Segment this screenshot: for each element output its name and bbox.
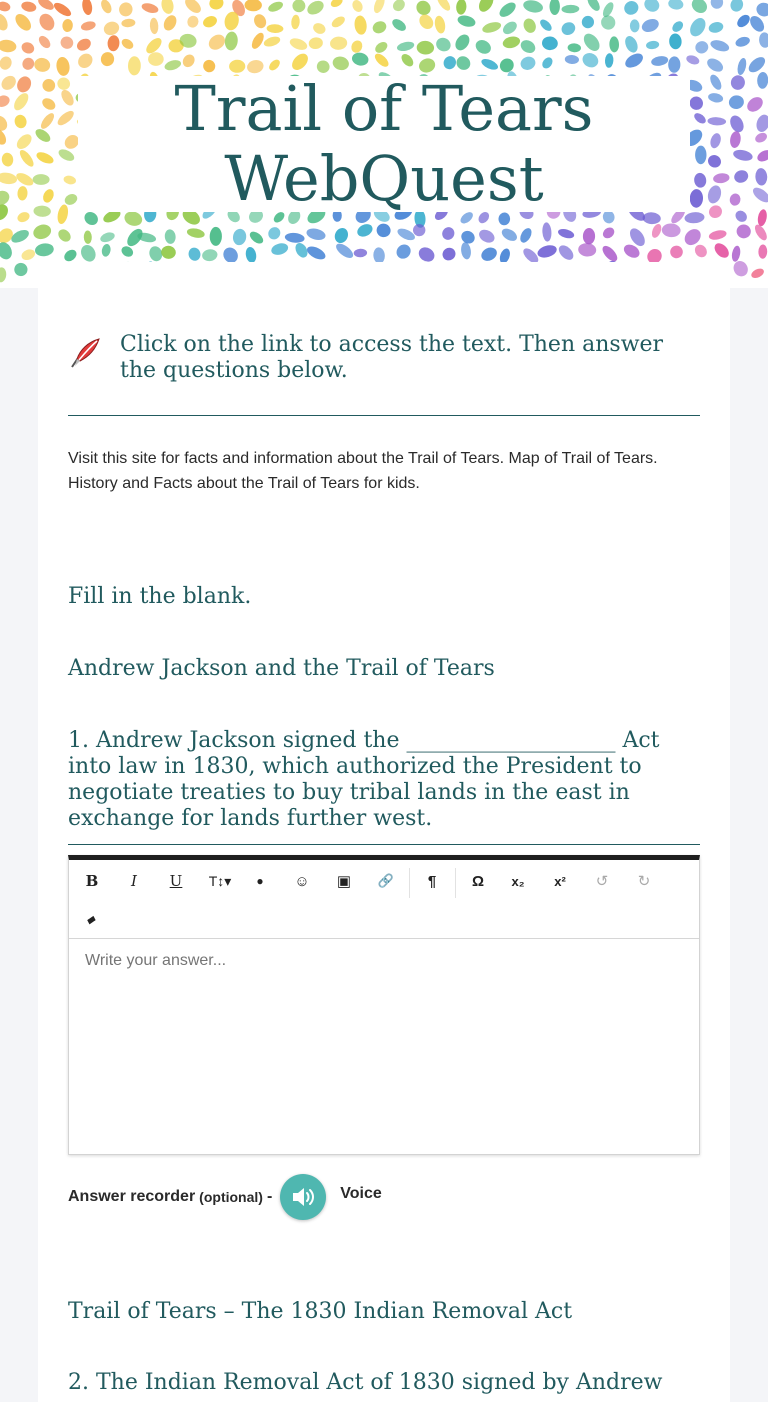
watercolor-dot — [476, 0, 496, 14]
watercolor-dot — [735, 223, 752, 240]
watercolor-dot — [0, 267, 7, 283]
watercolor-dot — [34, 242, 54, 257]
watercolor-dot — [733, 208, 749, 224]
watercolor-dot — [75, 51, 95, 71]
watercolor-dot — [705, 56, 726, 75]
watercolor-dot — [0, 93, 11, 109]
watercolor-dot — [75, 36, 93, 53]
watercolor-dot — [728, 94, 745, 110]
watercolor-dot — [20, 0, 37, 13]
watercolor-dot — [440, 225, 456, 242]
watercolor-dot — [232, 228, 247, 246]
watercolor-dot — [141, 1, 160, 14]
watercolor-dot — [394, 242, 414, 262]
watercolor-dot — [645, 40, 659, 50]
watercolor-dot — [518, 38, 537, 56]
watercolor-dot — [747, 13, 767, 34]
watercolor-dot — [12, 11, 34, 33]
watercolor-dot — [708, 21, 725, 35]
watercolor-dot — [521, 17, 537, 35]
watercolor-dot — [473, 37, 493, 56]
watercolor-dot — [375, 222, 392, 239]
watercolor-dot — [728, 113, 747, 134]
link-button[interactable]: 🔗 — [377, 873, 395, 888]
watercolor-dot — [208, 0, 225, 11]
watercolor-dot — [453, 32, 473, 53]
watercolor-dot — [81, 0, 93, 16]
watercolor-dot — [694, 39, 711, 55]
watercolor-dot — [160, 0, 175, 15]
question-1: 1. Andrew Jackson signed the ___________________ Act into law in 1830, which authorized the President to negotiate treaties to buy tribal lands in the east in exchange for lands further west. — [68, 728, 660, 831]
paragraph-button[interactable]: ¶ — [427, 872, 437, 890]
intro-text: Visit this site for facts and information about the Trail of Tears. Map of Trail of Tears. History and Facts about the Trail of Tears for kids. — [68, 450, 658, 492]
watercolor-dot — [164, 229, 176, 245]
watercolor-dot — [755, 168, 768, 186]
watercolor-dot — [33, 127, 52, 145]
toolbar-separator — [409, 868, 410, 898]
watercolor-dot — [685, 54, 700, 66]
voice-record-button[interactable] — [280, 1174, 326, 1220]
watercolor-dot — [542, 222, 552, 242]
title-box — [78, 72, 690, 215]
instruction-text: Click on the link to access the text. Then answer the questions below. — [120, 332, 664, 383]
watercolor-dot — [750, 185, 768, 205]
watercolor-dot — [13, 113, 28, 129]
watercolor-dot — [120, 244, 135, 259]
watercolor-dot — [754, 131, 768, 144]
watercolor-dot — [149, 17, 159, 34]
watercolor-dot — [605, 53, 614, 68]
subscript-button[interactable]: x₂ — [511, 873, 525, 889]
watercolor-dot — [480, 57, 500, 72]
toolbar-separator — [455, 868, 456, 898]
watercolor-dot — [37, 11, 58, 33]
answer-input[interactable] — [85, 952, 675, 970]
watercolor-dot — [1, 152, 14, 167]
watercolor-dot — [186, 227, 205, 239]
watercolor-dot — [55, 108, 76, 127]
watercolor-dot — [559, 20, 577, 38]
watercolor-dot — [583, 228, 595, 245]
watercolor-dot — [687, 15, 709, 39]
watercolor-dot — [622, 0, 641, 17]
watercolor-dot — [161, 13, 179, 33]
watercolor-dot — [669, 33, 682, 50]
watercolor-dot — [567, 43, 581, 53]
watercolor-dot — [692, 242, 709, 259]
watercolor-dot — [433, 15, 446, 34]
watercolor-dot — [99, 231, 116, 244]
watercolor-dot — [14, 131, 34, 151]
watercolor-dot — [16, 210, 31, 224]
watercolor-dot — [210, 227, 223, 246]
watercolor-dot — [36, 0, 56, 12]
watercolor-dot — [732, 168, 750, 184]
watercolor-dot — [540, 55, 554, 70]
watercolor-dot — [667, 0, 684, 11]
page-title — [175, 74, 594, 214]
watercolor-dot — [121, 18, 136, 28]
watercolor-dot — [82, 209, 101, 227]
recorder-dash: - — [266, 1188, 273, 1205]
worksheet-card — [38, 262, 730, 1402]
watercolor-dot — [99, 0, 114, 15]
watercolor-dot — [736, 57, 748, 76]
watercolor-dot — [40, 76, 58, 94]
watercolor-dot — [501, 19, 520, 37]
watercolor-dot — [182, 0, 203, 16]
watercolor-dot — [758, 32, 768, 48]
watercolor-dot — [713, 172, 730, 184]
watercolor-dot — [434, 35, 453, 54]
watercolor-dot — [244, 0, 262, 11]
watercolor-dot — [668, 56, 681, 73]
watercolor-dot — [267, 0, 285, 14]
watercolor-dot — [17, 186, 28, 201]
watercolor-dot — [41, 188, 56, 205]
watercolor-dot — [355, 222, 374, 239]
watercolor-dot — [292, 0, 306, 13]
watercolor-dot — [757, 209, 768, 227]
watercolor-dot — [55, 56, 71, 77]
watercolor-dot — [642, 212, 661, 225]
watercolor-dot — [350, 0, 364, 14]
watercolor-dot — [668, 243, 685, 260]
watercolor-dot — [206, 32, 228, 53]
watercolor-dot — [20, 55, 36, 72]
watercolor-dot — [731, 258, 751, 278]
watercolor-dot — [746, 54, 768, 75]
watercolor-dot — [706, 153, 724, 170]
watercolor-dot — [58, 34, 75, 51]
answer-recorder — [68, 1174, 382, 1220]
watercolor-dot — [33, 205, 51, 217]
watercolor-dot — [650, 55, 669, 67]
watercolor-dot — [33, 56, 52, 73]
watercolor-dot — [706, 184, 723, 205]
watercolor-dot — [695, 146, 706, 165]
watercolor-dot — [623, 34, 640, 54]
question-2: 2. The Indian Removal Act of 1830 signed by Andrew — [68, 1370, 663, 1395]
watercolor-dot — [732, 148, 754, 162]
watercolor-dot — [481, 20, 502, 35]
watercolor-dot — [11, 91, 31, 113]
watercolor-dot — [440, 245, 458, 263]
watercolor-dot — [390, 17, 408, 34]
watercolor-dot — [585, 0, 602, 13]
watercolor-dot — [541, 36, 558, 51]
watercolor-dot — [353, 248, 367, 257]
watercolor-dot — [519, 55, 538, 72]
watercolor-dot — [305, 244, 327, 262]
watercolor-dot — [460, 242, 472, 260]
watercolor-dot — [56, 204, 70, 225]
watercolor-dot — [734, 35, 751, 48]
fill-heading: Fill in the blank. — [68, 584, 252, 609]
watercolor-dot — [62, 19, 73, 33]
watercolor-dot — [39, 111, 57, 131]
voice-label: Voice — [340, 1185, 382, 1202]
watercolor-dot — [148, 52, 164, 66]
quill-pen-icon — [68, 336, 102, 370]
watercolor-dot — [416, 12, 436, 32]
watercolor-dot — [709, 38, 731, 54]
watercolor-dot — [78, 243, 98, 265]
watercolor-dot — [729, 193, 742, 207]
watercolor-dot — [750, 267, 766, 280]
emoji-button[interactable]: ☺ — [294, 872, 310, 890]
watercolor-dot — [180, 52, 197, 69]
watercolor-dot — [0, 0, 11, 12]
watercolor-dot — [744, 94, 765, 115]
text-size-button[interactable]: T↕▾ — [208, 872, 232, 889]
watercolor-dot — [33, 174, 50, 185]
watercolor-dot — [731, 245, 742, 262]
watercolor-dot — [600, 243, 620, 263]
watercolor-dot — [0, 113, 10, 133]
watercolor-dot — [288, 36, 309, 52]
jackson-heading: Andrew Jackson and the Trail of Tears — [68, 656, 495, 681]
watercolor-dot — [123, 209, 144, 228]
watercolor-dot — [80, 20, 97, 32]
watercolor-dot — [305, 0, 326, 17]
watercolor-dot — [331, 55, 350, 72]
watercolor-dot — [729, 130, 742, 148]
watercolor-dot — [441, 54, 458, 71]
watercolor-dot — [186, 14, 201, 29]
watercolor-dot — [0, 12, 10, 33]
watercolor-dot — [37, 34, 53, 50]
watercolor-dot — [9, 227, 31, 245]
watercolor-dot — [601, 225, 617, 240]
watercolor-dot — [661, 223, 680, 238]
watercolor-dot — [709, 132, 723, 150]
watercolor-dot — [642, 0, 662, 14]
divider — [68, 844, 700, 845]
speaker-icon — [289, 1183, 317, 1211]
watercolor-dot — [754, 113, 768, 134]
watercolor-dot — [728, 0, 745, 14]
watercolor-dot — [708, 229, 728, 242]
watercolor-dot — [252, 12, 268, 30]
watercolor-dot — [623, 51, 646, 71]
watercolor-dot — [266, 225, 283, 242]
watercolor-dot — [710, 0, 724, 9]
watercolor-dot — [500, 226, 519, 243]
instruction-block — [68, 332, 700, 384]
watercolor-dot — [266, 24, 283, 33]
answer-editor — [68, 855, 700, 1155]
watercolor-dot — [399, 52, 415, 69]
watercolor-dot — [128, 56, 141, 75]
watercolor-dot — [712, 241, 732, 261]
watercolor-dot — [640, 17, 661, 35]
watercolor-dot — [14, 171, 35, 189]
watercolor-dot — [735, 12, 752, 29]
watercolor-dot — [557, 227, 575, 240]
watercolor-dot — [102, 19, 121, 37]
watercolor-dot — [479, 245, 499, 263]
watercolor-dot — [689, 189, 703, 208]
watercolor-dot — [522, 0, 544, 14]
watercolor-dot — [578, 242, 597, 257]
watercolor-dot — [757, 72, 768, 89]
watercolor-dot — [456, 14, 476, 29]
watercolor-dot — [40, 96, 57, 112]
watercolor-dot — [707, 92, 724, 104]
watercolor-dot — [372, 0, 387, 15]
watercolor-dot — [536, 243, 558, 260]
watercolor-dot — [101, 243, 112, 257]
watercolor-dot — [329, 36, 347, 51]
removal-act-heading: Trail of Tears – The 1830 Indian Removal Act — [68, 1299, 573, 1324]
watercolor-dot — [371, 19, 389, 35]
watercolor-dot — [311, 21, 327, 36]
watercolor-dot — [502, 35, 522, 50]
watercolor-dot — [59, 88, 76, 108]
watercolor-dot — [0, 39, 17, 54]
watercolor-dot — [580, 50, 601, 70]
watercolor-dot — [120, 37, 135, 51]
watercolor-dot — [353, 15, 367, 36]
title-line-2: WebQuest — [224, 142, 544, 215]
watercolor-dot — [391, 0, 408, 14]
watercolor-dot — [289, 51, 311, 73]
watercolor-dot — [538, 17, 554, 32]
watercolor-dot — [349, 39, 364, 55]
watercolor-dot — [670, 19, 685, 34]
watercolor-dot — [561, 5, 579, 14]
watercolor-dot — [454, 53, 473, 72]
watercolor-dot — [329, 0, 344, 9]
watercolor-dot — [497, 0, 518, 20]
watercolor-dot — [263, 35, 282, 49]
watercolor-dot — [117, 1, 134, 18]
watercolor-dot — [201, 248, 218, 262]
watercolor-dot — [0, 240, 15, 262]
watercolor-dot — [308, 36, 324, 50]
recorder-label: Answer recorder — [68, 1188, 196, 1205]
watercolor-dot — [707, 117, 726, 126]
watercolor-dot — [707, 203, 725, 221]
watercolor-dot — [270, 241, 290, 256]
recorder-optional-label: (optional) — [199, 1189, 263, 1205]
watercolor-dot — [630, 19, 640, 32]
watercolor-dot — [334, 241, 356, 261]
watercolor-dot — [52, 0, 73, 18]
watercolor-dot — [249, 31, 266, 51]
watercolor-dot — [689, 0, 710, 16]
watercolor-dot — [692, 111, 707, 125]
watercolor-dot — [0, 55, 14, 72]
watercolor-dot — [0, 73, 19, 93]
redo-button[interactable]: ↻ — [637, 873, 651, 890]
watercolor-dot — [729, 74, 746, 92]
watercolor-dot — [582, 16, 594, 29]
watercolor-dot — [84, 230, 92, 244]
watercolor-dot — [459, 228, 477, 246]
watercolor-dot — [20, 247, 37, 262]
watercolor-dot — [477, 227, 497, 245]
watercolor-dot — [160, 245, 176, 260]
watercolor-dot — [708, 73, 724, 92]
divider — [68, 415, 700, 416]
watercolor-dot — [693, 172, 707, 188]
watercolor-dot — [163, 58, 182, 72]
watercolor-dot — [201, 14, 218, 29]
watercolor-dot — [373, 40, 389, 55]
watercolor-dot — [35, 150, 55, 166]
watercolor-dot — [565, 55, 580, 65]
watercolor-dot — [15, 74, 34, 95]
superscript-button[interactable]: x² — [554, 873, 566, 889]
watercolor-dot — [267, 58, 282, 73]
special-character-button[interactable]: Ω — [471, 872, 485, 890]
watercolor-dot — [396, 40, 415, 52]
watercolor-dot — [17, 148, 36, 169]
watercolor-dot — [187, 246, 202, 262]
watercolor-dot — [63, 174, 77, 185]
watercolor-dot — [556, 243, 576, 263]
watercolor-dot — [581, 31, 603, 54]
watercolor-dot — [333, 226, 351, 245]
watercolor-dot — [373, 51, 391, 69]
watercolor-dot — [550, 0, 560, 15]
watercolor-dot — [330, 14, 347, 29]
italic-button[interactable]: I — [131, 872, 137, 890]
watercolor-dot — [684, 211, 705, 224]
watercolor-dot — [435, 0, 453, 13]
editor-toolbar — [69, 860, 699, 939]
watercolor-dot — [248, 229, 266, 246]
watercolor-dot — [755, 148, 768, 164]
watercolor-dot — [609, 36, 619, 52]
clear-format-button[interactable]: ◆ — [84, 913, 99, 926]
watercolor-dot — [758, 244, 767, 258]
watercolor-dot — [20, 40, 36, 55]
watercolor-dot — [598, 13, 618, 33]
watercolor-dot — [56, 227, 73, 244]
watercolor-dot — [63, 192, 79, 207]
watercolor-dot — [224, 31, 239, 51]
watercolor-dot — [107, 35, 120, 52]
watercolor-dot — [416, 40, 434, 55]
watercolor-dot — [57, 147, 76, 163]
text-color-button[interactable]: ● — [256, 874, 264, 888]
header-banner — [0, 0, 768, 288]
underline-button[interactable]: U — [169, 872, 183, 890]
watercolor-dot — [351, 51, 370, 67]
watercolor-dot — [100, 51, 116, 67]
undo-button[interactable]: ↺ — [595, 873, 609, 890]
watercolor-dot — [0, 171, 18, 185]
watercolor-dot — [12, 260, 30, 278]
watercolor-dot — [0, 202, 11, 224]
image-button[interactable]: ▣ — [336, 873, 352, 890]
watercolor-dot — [284, 232, 305, 244]
watercolor-dot — [650, 223, 663, 240]
watercolor-dot — [755, 1, 768, 18]
watercolor-dot — [456, 0, 468, 15]
watercolor-dot — [291, 14, 301, 29]
watercolor-dot — [305, 227, 326, 242]
title-line-1: Trail of Tears — [174, 72, 594, 145]
watercolor-dot — [55, 75, 72, 91]
watercolor-dot — [518, 226, 534, 244]
bold-button[interactable]: B — [85, 872, 99, 890]
watercolor-dot — [31, 222, 53, 241]
